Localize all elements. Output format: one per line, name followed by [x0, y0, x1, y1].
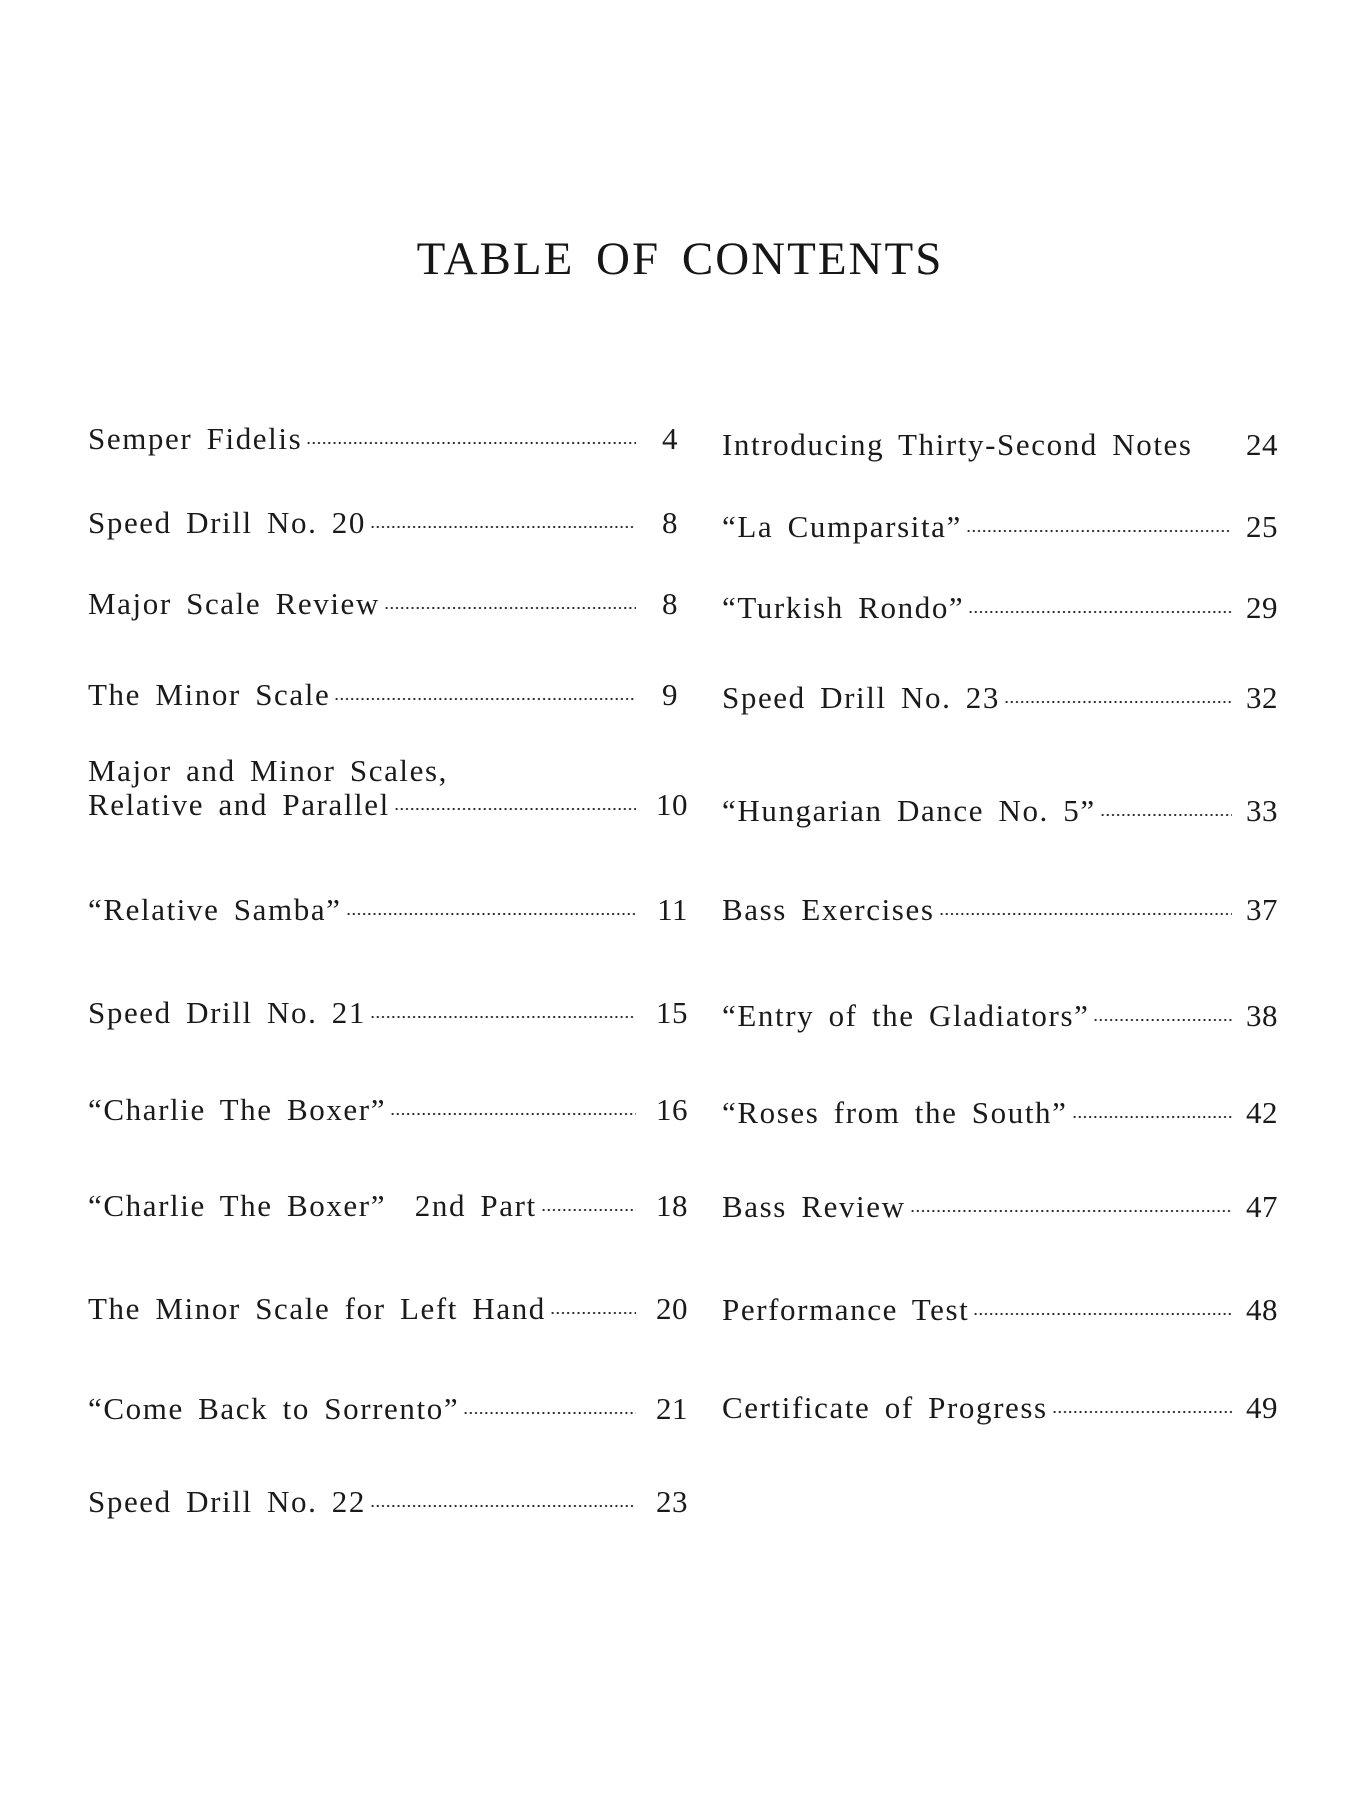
dot-leader: [370, 1502, 636, 1510]
toc-entry-page: 9: [662, 677, 678, 712]
toc-entry[interactable]: [88, 893, 688, 927]
toc-entry[interactable]: [722, 1391, 1278, 1425]
dot-leader: [939, 910, 1233, 918]
dot-leader: [1004, 698, 1232, 706]
toc-entry-page: 11: [657, 892, 688, 927]
toc-entry-title: “Roses from the South”: [722, 1095, 1068, 1130]
page-title: TABLE OF CONTENTS: [416, 233, 944, 285]
dot-leader: [346, 910, 636, 918]
toc-entry[interactable]: [722, 681, 1278, 715]
toc-entry-page: 23: [656, 1484, 688, 1519]
dot-leader: [550, 1309, 636, 1317]
dot-leader: [541, 1206, 636, 1214]
toc-entry[interactable]: [88, 996, 688, 1030]
toc-entry-title: The Minor Scale for Left Hand: [88, 1291, 546, 1326]
toc-entry[interactable]: [88, 1189, 688, 1223]
toc-entry-title: Certificate of Progress: [722, 1390, 1048, 1425]
toc-entry[interactable]: [88, 506, 688, 540]
toc-entry[interactable]: [88, 1292, 688, 1326]
toc-entry[interactable]: [88, 754, 688, 822]
toc-entry-page: 20: [656, 1291, 688, 1326]
toc-entry-title: “Entry of the Gladiators”: [722, 998, 1090, 1033]
toc-entry[interactable]: [722, 1096, 1278, 1130]
dot-leader: [1093, 1016, 1232, 1024]
toc-entry-title: The Minor Scale: [88, 677, 331, 712]
dot-leader: [1100, 811, 1232, 819]
dot-leader: [1072, 1113, 1232, 1121]
dot-leader: [306, 439, 636, 447]
toc-entry[interactable]: [88, 1485, 688, 1519]
dot-leader: [384, 604, 636, 612]
toc-entry-page: 42: [1246, 1095, 1278, 1130]
toc-entry-title: “Charlie The Boxer”: [88, 1092, 387, 1127]
toc-entry[interactable]: [722, 999, 1278, 1033]
toc-entry-title: “La Cumparsita”: [722, 509, 962, 544]
toc-entry[interactable]: [88, 587, 688, 621]
toc-entry-page: 10: [656, 787, 688, 822]
toc-entry-title: “Relative Samba”: [88, 892, 342, 927]
toc-entry-page: 38: [1246, 998, 1278, 1033]
toc-entry[interactable]: [88, 1093, 688, 1127]
toc-entry-title: Speed Drill No. 22: [88, 1484, 366, 1519]
toc-entry-title: “Hungarian Dance No. 5”: [722, 793, 1096, 828]
dot-leader: [973, 1310, 1232, 1318]
toc-entry-page: 21: [656, 1391, 688, 1426]
toc-entry-title: “Come Back to Sorrento”: [88, 1391, 460, 1426]
dot-leader: [334, 695, 636, 703]
toc-entry[interactable]: [88, 1392, 688, 1426]
toc-entry-page: 33: [1246, 793, 1278, 828]
toc-entry-page: 18: [656, 1188, 688, 1223]
toc-entry-page: 25: [1246, 509, 1278, 544]
toc-entry-page: 29: [1246, 590, 1278, 625]
toc-entry-page: 24: [1246, 427, 1278, 462]
toc-entry-page: 16: [656, 1092, 688, 1127]
dot-leader: [968, 608, 1232, 616]
dot-leader: [394, 805, 636, 813]
dot-leader: [910, 1207, 1232, 1215]
toc-entry-title: Introducing Thirty-Second Notes: [722, 427, 1193, 462]
toc-entry-page: 8: [662, 505, 678, 540]
toc-entry[interactable]: [722, 1190, 1278, 1224]
toc-entry-page: 32: [1246, 680, 1278, 715]
toc-entry-title: Speed Drill No. 20: [88, 505, 366, 540]
toc-entry-title-line1: Major and Minor Scales,: [88, 753, 449, 788]
toc-entry[interactable]: [722, 794, 1278, 828]
dot-leader: [966, 527, 1232, 535]
toc-entry[interactable]: [722, 510, 1278, 544]
toc-entry-page: 4: [662, 421, 678, 456]
toc-entry-title: Bass Exercises: [722, 892, 935, 927]
dot-leader: [370, 523, 636, 531]
toc-left-column: [88, 0, 688, 1800]
toc-entry-title: Performance Test: [722, 1292, 970, 1327]
toc-entry-title: “Turkish Rondo”: [722, 590, 965, 625]
dot-leader: [390, 1110, 636, 1118]
dot-leader: [1052, 1408, 1232, 1416]
dot-leader: [370, 1013, 636, 1021]
toc-entry-title: Bass Review: [722, 1189, 906, 1224]
toc-entry[interactable]: [722, 591, 1278, 625]
toc-entry[interactable]: [722, 1293, 1278, 1327]
toc-entry[interactable]: [88, 422, 688, 456]
toc-entry-title: Speed Drill No. 21: [88, 995, 366, 1030]
toc-entry-page: 37: [1246, 892, 1278, 927]
toc-entry-page: 15: [656, 995, 688, 1030]
toc-entry[interactable]: [722, 893, 1278, 927]
toc-entry-title: Relative and Parallel: [88, 787, 390, 822]
toc-entry-page: 49: [1246, 1390, 1278, 1425]
toc-entry-page: 8: [662, 586, 678, 621]
toc-entry[interactable]: [88, 678, 688, 712]
toc-right-column: [722, 0, 1278, 1800]
toc-entry[interactable]: [722, 428, 1278, 462]
toc-entry-page: 47: [1246, 1189, 1278, 1224]
toc-entry-title: Speed Drill No. 23: [722, 680, 1000, 715]
toc-entry-title: “Charlie The Boxer” 2nd Part: [88, 1188, 537, 1223]
toc-entry-page: 48: [1246, 1292, 1278, 1327]
toc-entry-title: Semper Fidelis: [88, 421, 303, 456]
dot-leader: [463, 1409, 636, 1417]
toc-entry-title: Major Scale Review: [88, 586, 380, 621]
